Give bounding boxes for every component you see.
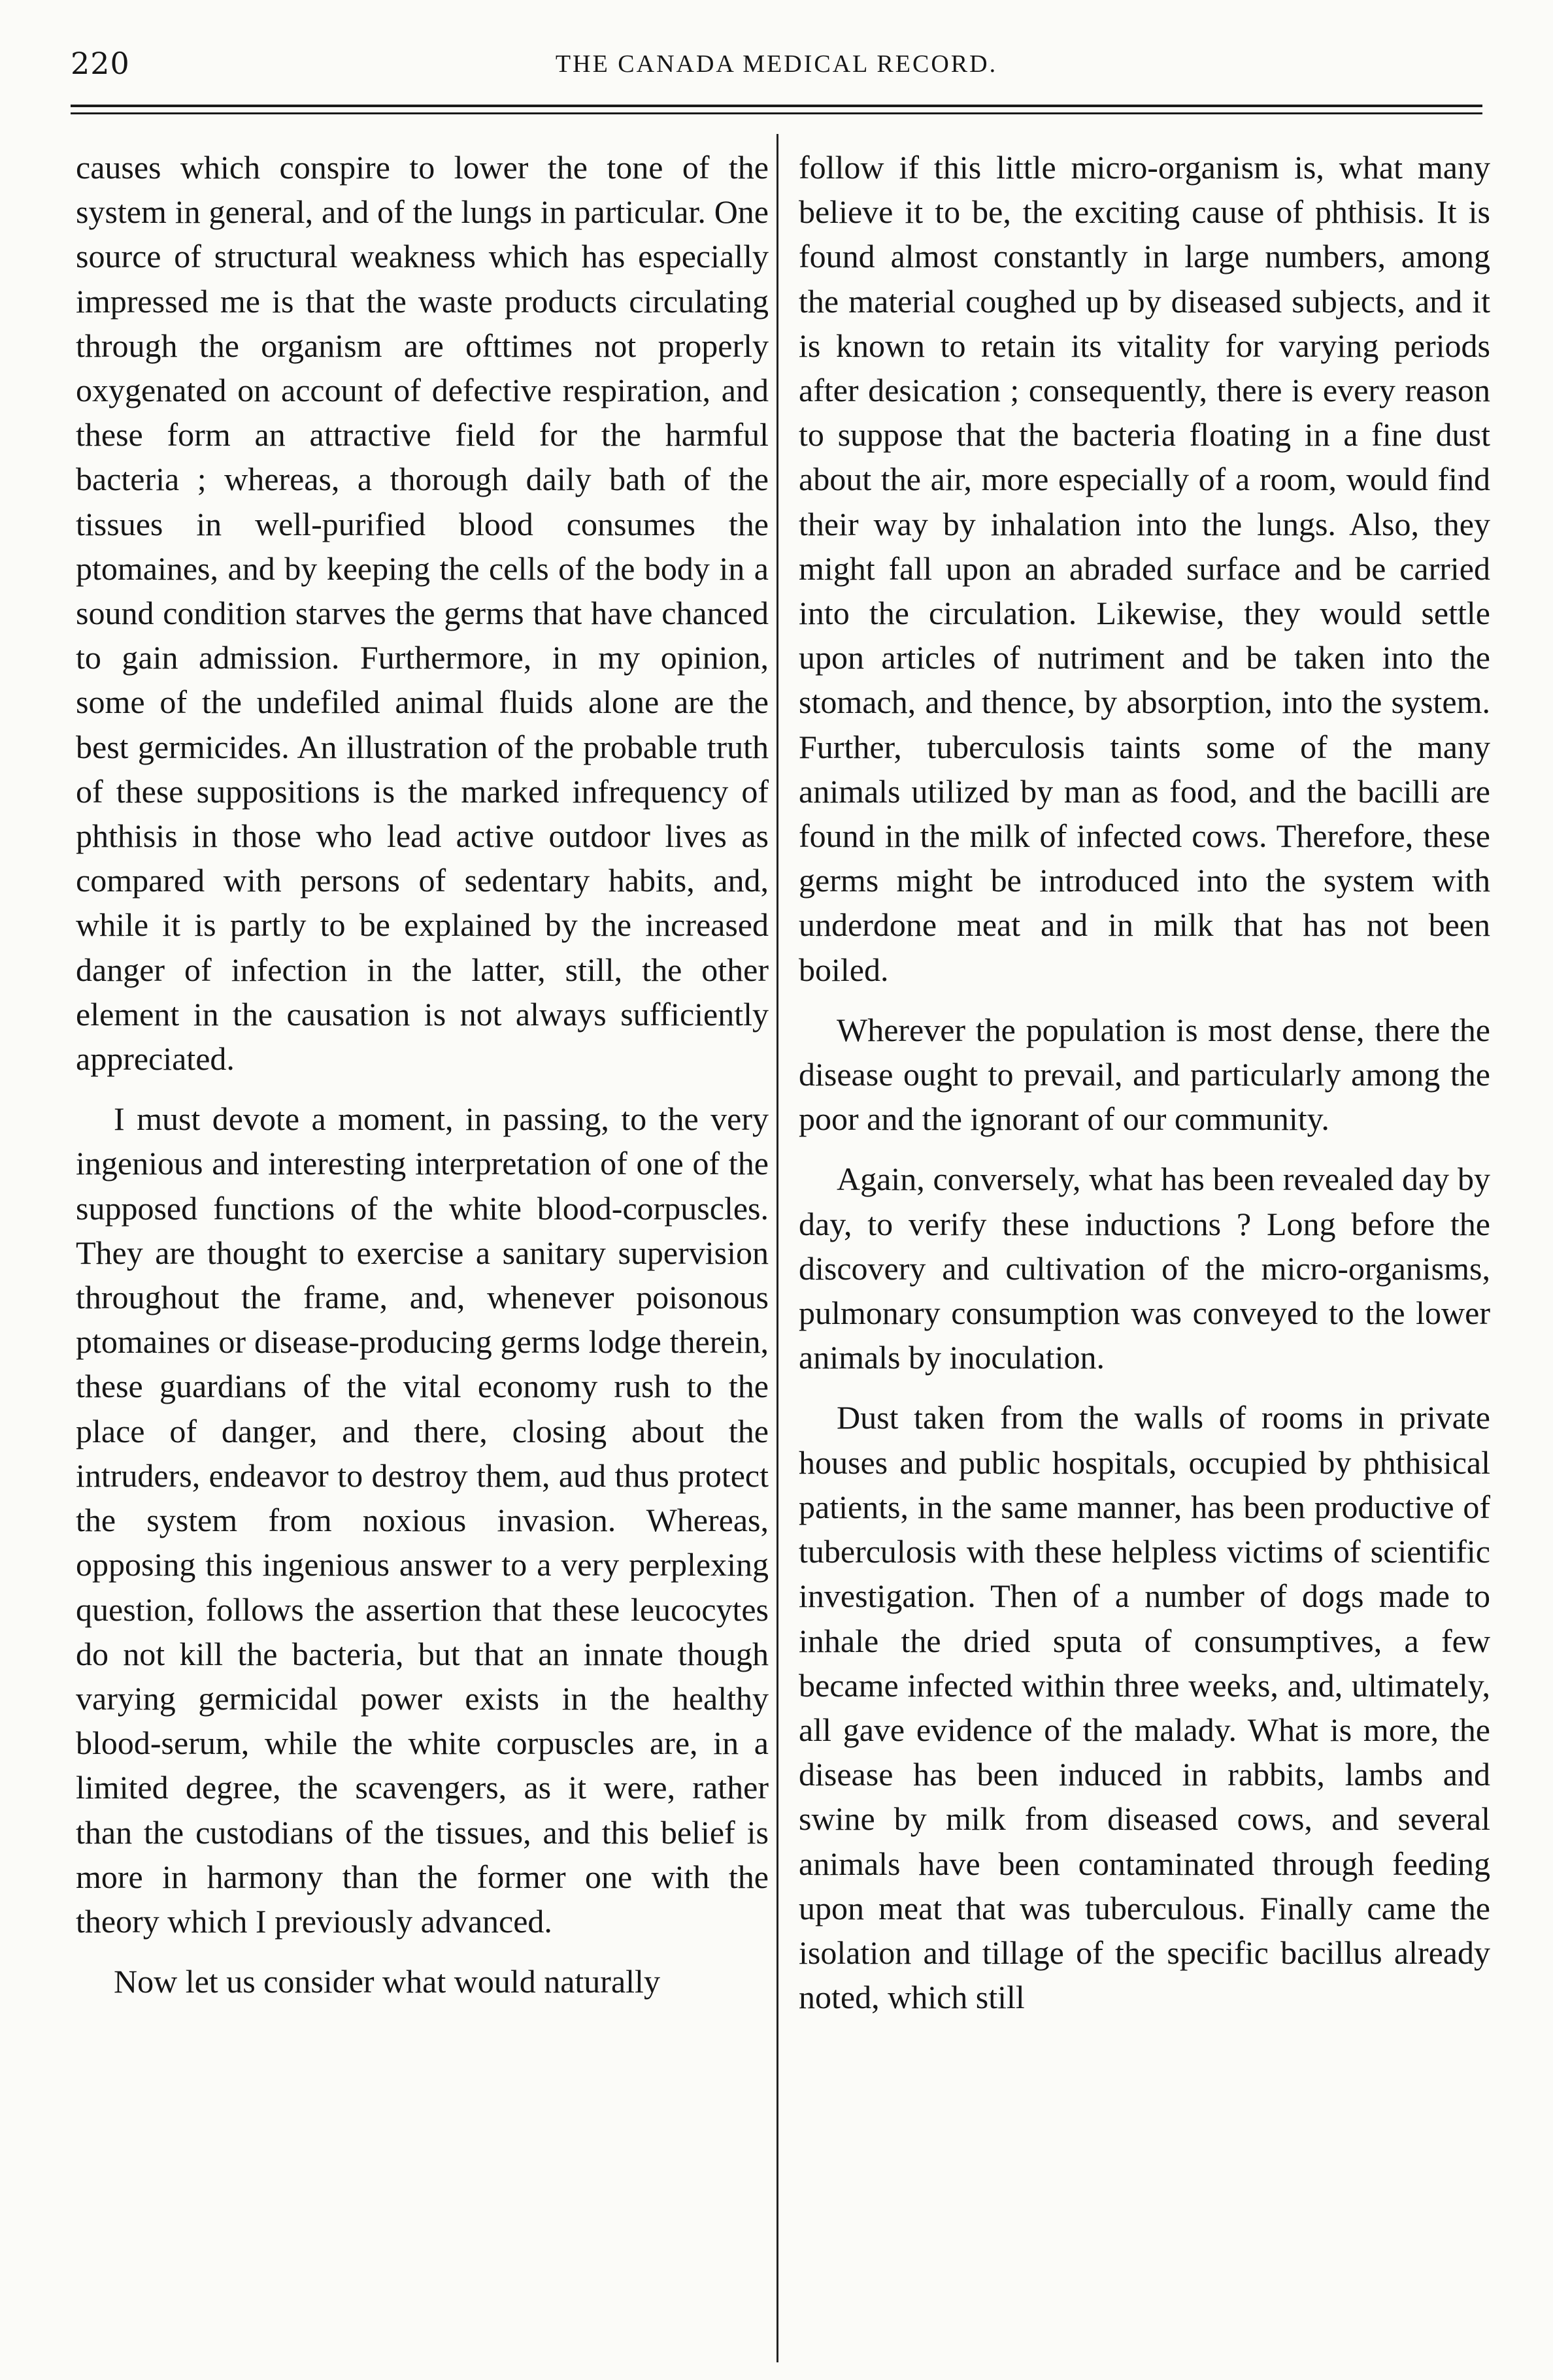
page-number: 220 [71, 46, 130, 81]
paragraph: follow if this little micro-organism is, what many believe it to be, the exciting cause of phthisis. It is found almost constantly in large numbers, among the material coughed up by diseased subjects, and it is known to retain its vitality for varying periods after desication ; consequently, there is every reason to suppose that the bacteria floating in a fine dust about the air, more especially of a room, would find their way by inhalation into the lungs. Also, they might fall upon an abraded surface and be carried into the circulation. Likewise, they would settle upon articles of nutriment and be taken into the stomach, and thence, by absorption, into the system. Further, tuberculosis taints some of the many animals utilized by man as food, and the bacilli are found in the milk of infected cows. Therefore, these germs might be introduced into the system with underdone meat and in milk that has not been boiled. [799, 149, 1490, 988]
header-rule-top [71, 105, 1482, 107]
running-title: THE CANADA MEDICAL RECORD. [555, 50, 998, 78]
column-divider [776, 134, 778, 2362]
page-header [71, 46, 1482, 91]
paragraph: I must devote a moment, in passing, to the very ingenious and interesting interpretation of one of the supposed functions of the white blood-corpuscles. They are thought to exercise a sanitary supervision throughout the frame, and, whenever poisonous ptomaines or disease-producing germs lodge therein, these guardians of the vital economy rush to the place of danger, and there, closing about the intruders, endeavor to destroy them, aud thus protect the system from noxious invasion. Whereas, opposing this ingenious answer to a very perplexing question, follows the assertion that these leucocytes do not kill the bacteria, but that an innate though varying germicidal power exists in the healthy blood-serum, while the white corpuscles are, in a limited degree, the scavengers, as it were, rather than the custodians of the tissues, and this belief is more in harmony than the former one with the theory which I previously advanced. [76, 1100, 769, 1940]
paragraph: Now let us consider what would naturally [114, 1963, 660, 2000]
right-column [799, 145, 1490, 2035]
paragraph: Wherever the population is most dense, there the disease ought to prevail, and particularly among the poor and the ignorant of our community. [799, 1011, 1490, 1138]
header-rule-bottom [71, 112, 1482, 114]
paragraph: Again, conversely, what has been revealed day by day, to verify these inductions ? Long before the discovery and cultivation of the micro-organisms, pulmonary consumption was conveyed to the lower animals by inoculation. [799, 1161, 1490, 1376]
paragraph: Dust taken from the walls of rooms in private houses and public hospitals, occupied by phthisical patients, in the same manner, has been productive of tuberculosis with these helpless victims of scientific investigation. Then of a number of dogs made to inhale the dried sputa of consumptives, a few became infected within three weeks, and, ultimately, all gave evidence of the malady. What is more, the disease has been induced in rabbits, lambs and swine by milk from diseased cows, and several animals have been contaminated through feeding upon meat that was tuberculous. Finally came the isolation and tillage of the specific bacillus already noted, which still [799, 1399, 1490, 2016]
paragraph: causes which conspire to lower the tone of the system in general, and of the lungs in particular. One source of structural weakness which has especially impressed me is that the waste products circulating through the organism are ofttimes not properly oxygenated on account of defective respiration, and these form an attractive field for the harmful bacteria ; whereas, a thorough daily bath of the tissues in well-purified blood consumes the ptomaines, and by keeping the cells of the body in a sound condition starves the germs that have chanced to gain admission. Furthermore, in my opinion, some of the undefiled animal fluids alone are the best germicides. An illustration of the probable truth of these suppositions is the marked infrequency of phthisis in those who lead active outdoor lives as compared with persons of sedentary habits, and, while it is partly to be explained by the increased danger of infection in the latter, still, the other element in the causation is not always sufficiently appreciated. [76, 149, 769, 1078]
left-column [76, 145, 769, 2019]
